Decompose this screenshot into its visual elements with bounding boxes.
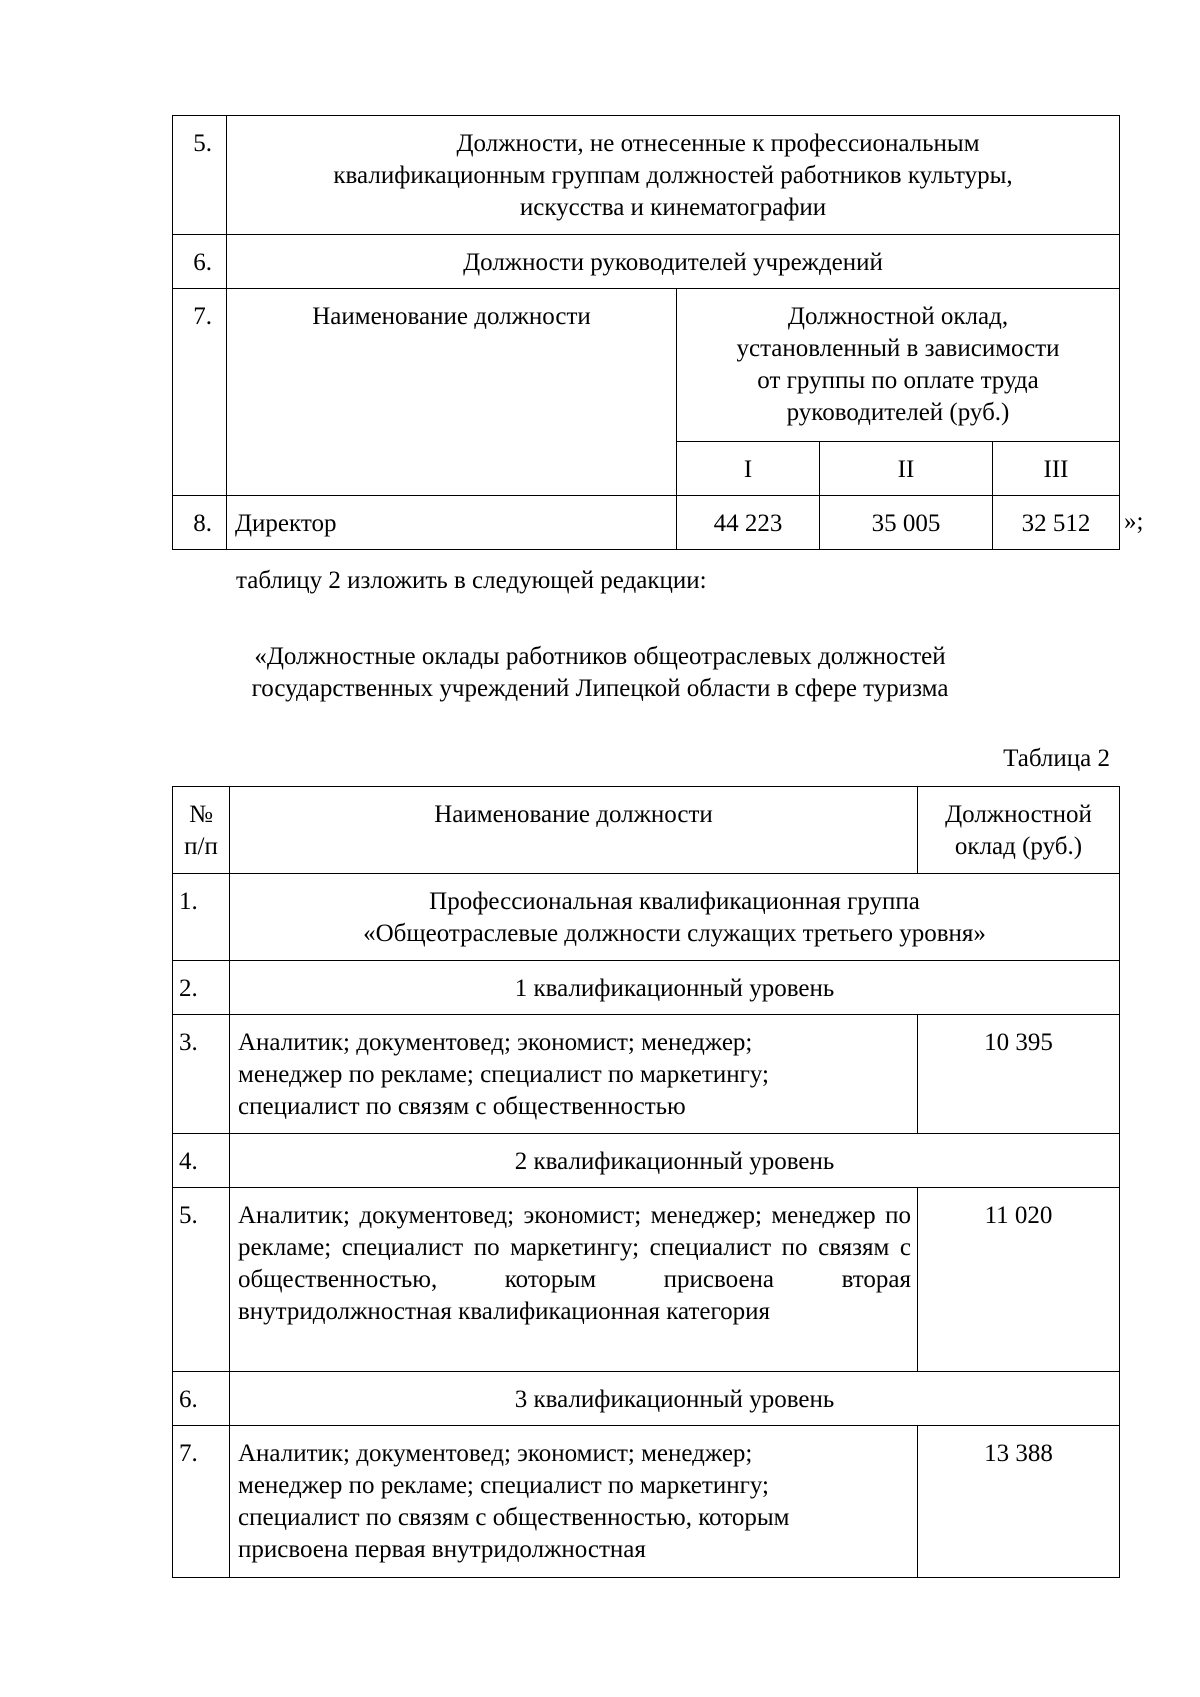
- table-row: [173, 1134, 1120, 1188]
- salary-value: 35 005: [820, 496, 993, 550]
- salary-value: 32 512: [993, 496, 1120, 550]
- group-heading: Должности руководителей учреждений: [227, 235, 1120, 289]
- group-heading: Профессиональная квалификационная группа «Общеотраслевые должности служащих третьего уровня»: [230, 874, 1120, 961]
- row-number: 6.: [173, 1372, 230, 1426]
- group-heading: Должности, не отнесенные к профессиональным квалификационным группам должностей работников культуры, искусства и кинематографии: [227, 116, 1120, 235]
- row-number: 1.: [173, 874, 230, 961]
- table-row: [173, 1426, 1120, 1578]
- row-number: 4.: [173, 1134, 230, 1188]
- column-header-salary: Должностной оклад, установленный в зависимости от группы по оплате труда руководителей (руб.): [677, 289, 1120, 442]
- level-heading: 2 квалификационный уровень: [230, 1134, 1120, 1188]
- table-row: [173, 496, 1120, 550]
- table-row: [173, 235, 1120, 289]
- column-header-name: Наименование должности: [230, 787, 918, 874]
- salary-value: 13 388: [918, 1426, 1120, 1578]
- table-2: [172, 786, 1120, 1578]
- row-number: 5.: [173, 1188, 230, 1372]
- table-header-row: [173, 787, 1120, 874]
- position-name: Директор: [227, 496, 677, 550]
- position-names: Аналитик; документовед; экономист; менеджер; менеджер по рекламе; специалист по маркетингу; специалист по связям с общественностью, которым присвоена вторая внутридолжностная квалификационная категория: [230, 1188, 918, 1372]
- salary-value: 44 223: [677, 496, 820, 550]
- table-row: [173, 1188, 1120, 1372]
- salary-value: 11 020: [918, 1188, 1120, 1372]
- paragraph: таблицу 2 изложить в следующей редакции:: [236, 567, 707, 594]
- table-row: [173, 961, 1120, 1015]
- table-title: «Должностные оклады работников общеотраслевых должностей государственных учреждений Липецкой области в сфере туризма: [251, 643, 949, 702]
- table-row: [173, 289, 1120, 442]
- group-header-2: II: [820, 442, 993, 496]
- level-heading: 1 квалификационный уровень: [230, 961, 1120, 1015]
- row-number: 8.: [173, 496, 227, 550]
- row-number: 5.: [173, 116, 227, 235]
- row-number: 3.: [173, 1015, 230, 1134]
- column-header-number: № п/п: [173, 787, 230, 874]
- group-header-1: I: [677, 442, 820, 496]
- group-header-3: III: [993, 442, 1120, 496]
- position-names: Аналитик; документовед; экономист; менеджер; менеджер по рекламе; специалист по маркетингу; специалист по связям с общественностью, которым присвоена первая внутридолжностная: [230, 1426, 918, 1578]
- column-header-salary: Должностной оклад (руб.): [918, 787, 1120, 874]
- table-row: [173, 1015, 1120, 1134]
- table-label: Таблица 2: [1003, 745, 1110, 772]
- position-names: Аналитик; документовед; экономист; менеджер; менеджер по рекламе; специалист по маркетингу; специалист по связям с общественностью: [230, 1015, 918, 1134]
- closing-quote: »;: [1124, 508, 1144, 535]
- column-header-name: Наименование должности: [227, 289, 677, 496]
- level-heading: 3 квалификационный уровень: [230, 1372, 1120, 1426]
- table-row: [173, 116, 1120, 235]
- table-1: [172, 115, 1120, 550]
- table-row: [173, 874, 1120, 961]
- row-number: 7.: [173, 1426, 230, 1578]
- table-row: [173, 1372, 1120, 1426]
- row-number: 2.: [173, 961, 230, 1015]
- row-number: 7.: [173, 289, 227, 496]
- row-number: 6.: [173, 235, 227, 289]
- salary-value: 10 395: [918, 1015, 1120, 1134]
